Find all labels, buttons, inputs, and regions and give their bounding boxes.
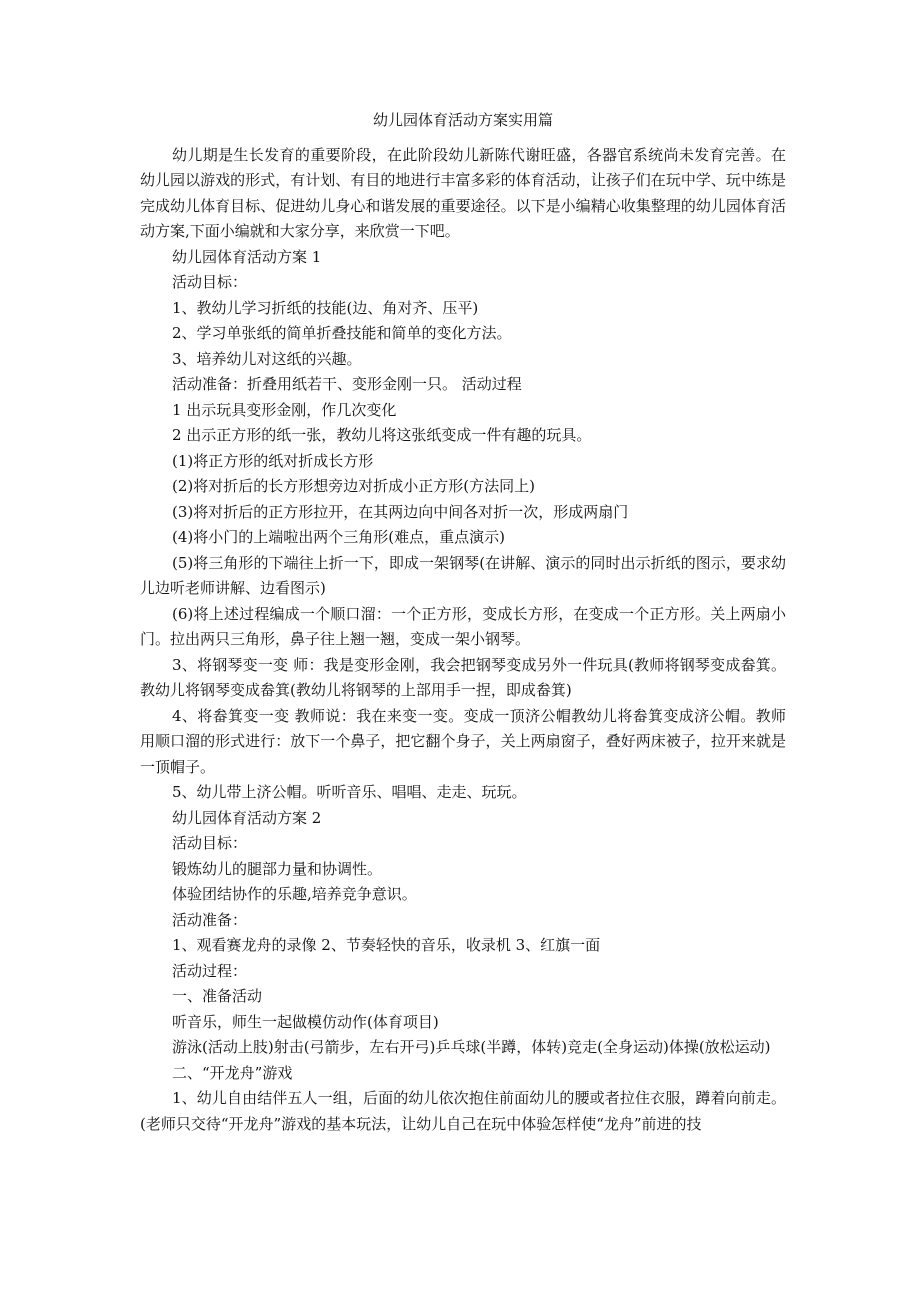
paragraph: (4)将小门的上端啦出两个三角形(难点，重点演示) [172, 528, 505, 546]
section-heading-plan-1: 幼儿园体育活动方案 1 [172, 247, 322, 266]
paragraph: (5)将三角形的下端往上折一下，即成一架钢琴(在讲解、演示的同时出示折纸的图示，要求幼儿边听老师讲解、边看图示) [140, 553, 786, 597]
paragraph: 1 出示玩具变形金刚，作几次变化 [172, 400, 397, 419]
paragraph: 3、培养幼儿对这纸的兴趣。 [172, 349, 362, 368]
document-page [140, 108, 786, 1137]
paragraph: 游泳(活动上肢)射击(弓箭步，左右开弓)乒乓球(半蹲，体转)竞走(全身运动)体操(放松运动) [172, 1038, 771, 1056]
paragraph: 1、幼儿自由结伴五人一组，后面的幼儿依次抱住前面幼儿的腰或者拉住衣服，蹲着向前走。(老师只交待“开龙舟”游戏的基本玩法，让幼儿自己在玩中体验怎样使“龙舟”前进的技 [140, 1089, 786, 1133]
paragraph: 2 出示正方形的纸一张，教幼儿将这张纸变成一件有趣的玩具。 [172, 426, 592, 444]
paragraph: 活动目标： [172, 273, 248, 291]
paragraph: 活动目标： [172, 834, 248, 852]
paragraph: 活动准备： [172, 910, 248, 929]
paragraph: 锻炼幼儿的腿部力量和协调性。 [172, 859, 383, 878]
paragraph: 二、“开龙舟”游戏 [172, 1063, 293, 1082]
paragraph: (6)将上述过程编成一个顺口溜：一个正方形，变成长方形，在变成一个正方形。关上两扇小门。拉出两只三角形，鼻子往上翘一翘，变成一架小钢琴。 [140, 604, 786, 648]
paragraph: 5、幼儿带上济公帽。听听音乐、唱唱、走走、玩玩。 [172, 783, 527, 801]
paragraph: 4、将畚箕变一变 教师说：我在来变一变。变成一顶济公帽教幼儿将畚箕变成济公帽。教师用顺口溜的形式进行：放下一个鼻子，把它翻个身子，关上两扇窗子，叠好两床被子，拉开来就是一顶帽子。 [140, 706, 786, 776]
paragraph: 一、准备活动 [172, 987, 263, 1005]
section-heading-plan-2: 幼儿园体育活动方案 2 [172, 808, 322, 827]
paragraph: 1、教幼儿学习折纸的技能(边、角对齐、压平) [172, 298, 479, 317]
paragraph: (2)将对折后的长方形想旁边对折成小正方形(方法同上) [172, 477, 535, 495]
paragraph: 听音乐，师生一起做模仿动作(体育项目) [172, 1012, 439, 1031]
paragraph: 3、将钢琴变一变 师：我是变形金刚，我会把钢琴变成另外一件玩具(教师将钢琴变成畚箕。教幼儿将钢琴变成畚箕(教幼儿将钢琴的上部用手一捏，即成畚箕) [140, 655, 786, 699]
document-title: 幼儿园体育活动方案实用篇 [372, 111, 553, 129]
paragraph: 活动过程： [172, 961, 248, 980]
document-body [140, 143, 786, 1138]
paragraph: 活动准备：折叠用纸若干、变形金刚一只。 活动过程 [172, 375, 522, 393]
paragraph: 2、学习单张纸的简单折叠技能和简单的变化方法。 [172, 324, 512, 342]
paragraph: (1)将正方形的纸对折成长方形 [172, 451, 374, 470]
paragraph-intro: 幼儿期是生长发育的重要阶段，在此阶段幼儿新陈代谢旺盛，各器官系统尚未发育完善。在幼儿园以游戏的形式，有计划、有目的地进行丰富多彩的体育活动，让孩子们在玩中学、玩中练是完成幼儿体育目标、促进幼儿身心和谐发展的重要途径。以下是小编精心收集整理的幼儿园体育活动方案,下面小编就和大家分享，来欣赏一下吧。 [140, 145, 786, 240]
paragraph: (3)将对折后的正方形拉开，在其两边向中间各对折一次，形成两扇门 [172, 502, 629, 521]
paragraph: 1、观看赛龙舟的录像 2、节奏轻快的音乐，收录机 3、红旗一面 [172, 936, 601, 954]
paragraph: 体验团结协作的乐趣,培养竞争意识。 [172, 885, 417, 903]
